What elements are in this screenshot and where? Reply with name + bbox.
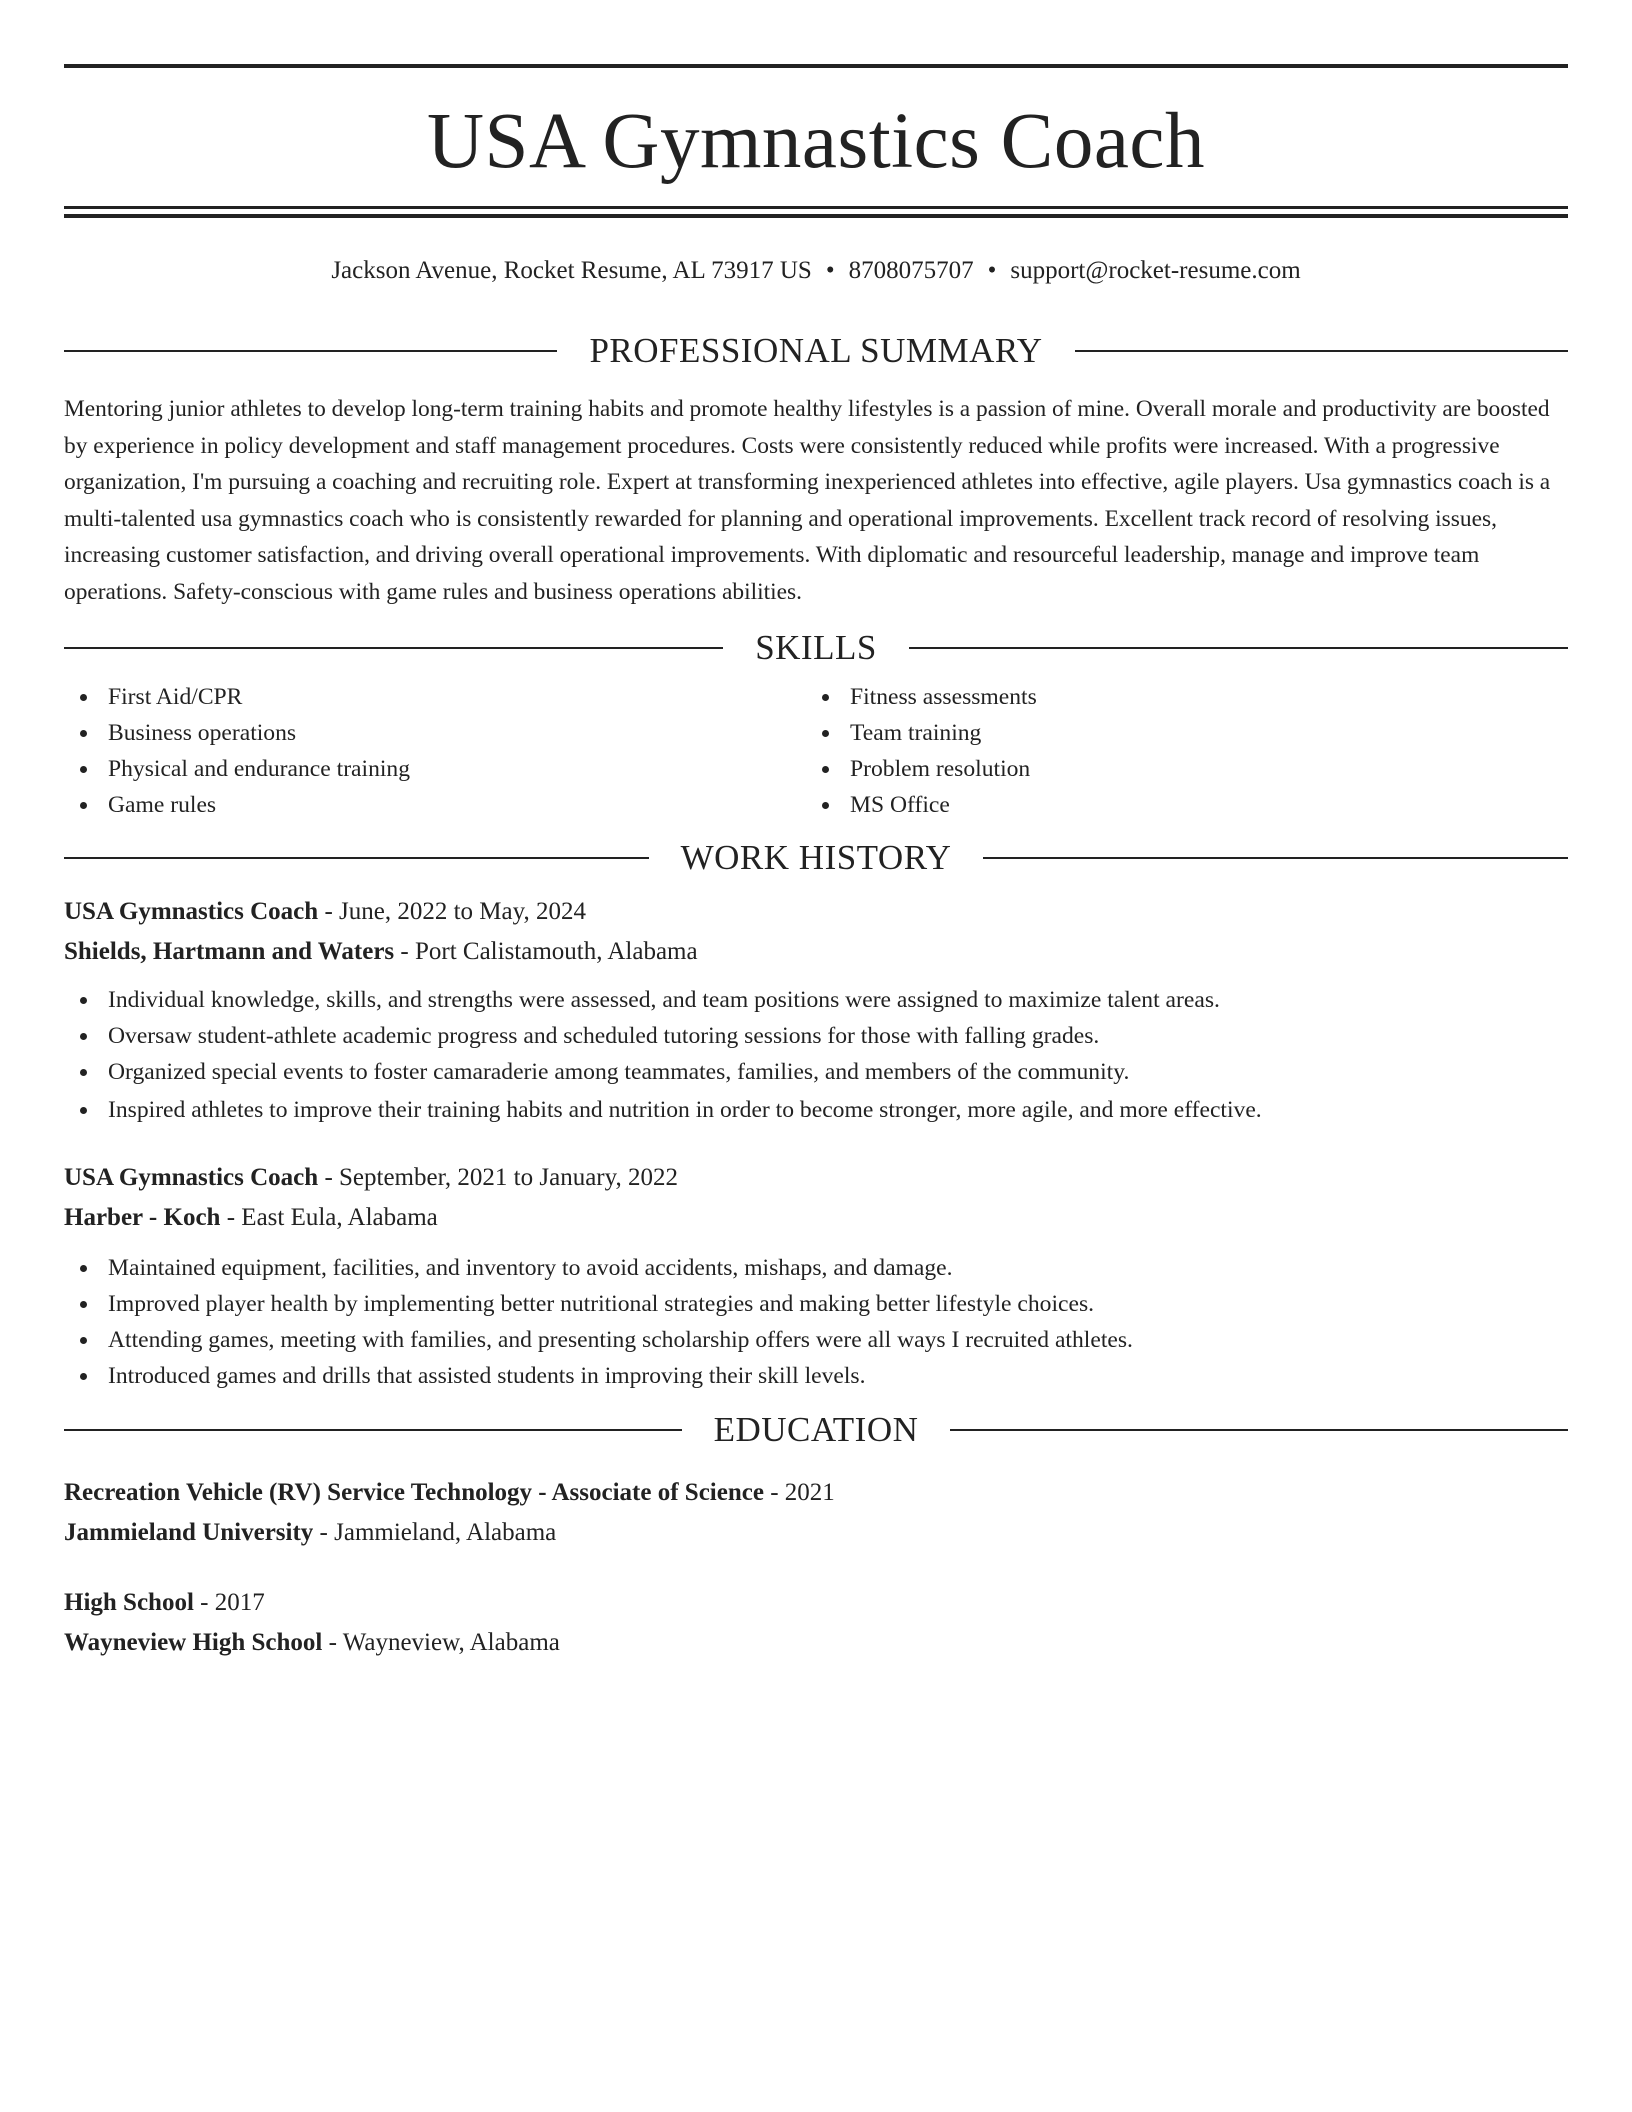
job-bullet: Maintained equipment, facilities, and inventory to avoid accidents, mishaps, and damage. [64,1250,1568,1286]
skill-item: Fitness assessments [806,679,1548,715]
job-dates: - September, 2021 to January, 2022 [318,1164,678,1191]
company-line [64,932,1568,972]
degree-line [64,1583,1568,1623]
job-title: USA Gymnastics Coach [64,898,319,925]
heading-rule [64,1429,682,1431]
school-name: Jammieland University [64,1519,314,1546]
contact-separator: • [825,257,835,284]
job-bullet: Introduced games and drills that assisted students in improving their skill levels. [64,1358,1568,1394]
school-name: Wayneview High School [64,1629,323,1656]
skill-item: Game rules [64,787,806,823]
company-name: Harber - Koch [64,1204,221,1231]
heading-rule [950,1429,1568,1431]
company-line [64,1198,1568,1238]
top-rule [64,64,1568,68]
heading-rule [1075,350,1568,352]
skill-item: Team training [806,715,1548,751]
company-name: Shields, Hartmann and Waters [64,938,395,965]
skill-item: Business operations [64,715,806,751]
contact-phone[interactable]: 8708075707 [848,257,974,284]
education-entry [64,1473,1568,1553]
job-bullets [64,1250,1568,1394]
skill-item: Problem resolution [806,751,1548,787]
heading-rule [909,647,1568,649]
job-dates: - June, 2022 to May, 2024 [318,898,586,925]
job-bullet: Attending games, meeting with families, and presenting scholarship offers were all ways I recruited athletes. [64,1322,1568,1358]
job-title-line [64,892,1568,932]
skill-item: First Aid/CPR [64,679,806,715]
skills-column-left [64,679,806,823]
education-section-heading [64,1410,1568,1450]
contact-separator: • [987,257,997,284]
header-double-rule [64,206,1568,218]
summary-text: Mentoring junior athletes to develop long-term training habits and promote healthy lifestyles is a passion of mine. Overall morale and productivity are boosted by experience in policy development and staff management procedures. Costs were consistently reduced while profits were increased. With a progressive organization, I'm pursuing a coaching and recruiting role. Expert at transforming inexperienced athletes into effective, agile players. Usa gymnastics coach is a multi-talented usa gymnastics coach who is consistently rewarded for planning and operational improvements. Excellent track record of resolving issues, increasing customer satisfaction, and driving overall operational improvements. With diplomatic and resourceful leadership, manage and improve team operations. Safety-conscious with game rules and business operations abilities. [64,396,1551,605]
contact-line [64,256,1568,286]
job-bullet: Improved player health by implementing better nutritional strategies and making better lifestyle choices. [64,1286,1568,1322]
job-bullet: Inspired athletes to improve their training habits and nutrition in order to become stronger, more agile, and more effective. [64,1092,1568,1128]
degree-line [64,1473,1568,1513]
work-title: WORK HISTORY [680,838,952,877]
resume-page [64,64,1568,1663]
education-entry [64,1583,1568,1663]
school-line [64,1513,1568,1553]
work-section-heading [64,838,1568,878]
school-location: - Wayneview, Alabama [322,1629,560,1656]
job-title-line [64,1158,1568,1198]
school-line [64,1623,1568,1663]
job-bullet: Oversaw student-athlete academic progress and scheduled tutoring sessions for those with falling grades. [64,1018,1568,1054]
degree-year: - 2017 [193,1589,265,1616]
degree-year: - 2021 [763,1479,835,1506]
skill-item: MS Office [806,787,1548,823]
education-title: EDUCATION [713,1410,919,1449]
job-bullet: Organized special events to foster camaraderie among teammates, families, and members of the community. [64,1054,1568,1090]
heading-rule [64,857,649,859]
skills-section-heading [64,628,1568,668]
job-title: USA Gymnastics Coach [64,1164,319,1191]
school-location: - Jammieland, Alabama [313,1519,557,1546]
skills-title: SKILLS [755,628,877,667]
job-bullets [64,982,1568,1128]
skills-column-right [806,679,1548,823]
candidate-name: USA Gymnastics Coach [426,98,1205,185]
skills-list [64,679,1568,823]
heading-rule [64,350,557,352]
skill-item: Physical and endurance training [64,751,806,787]
heading-rule [64,647,723,649]
company-location: - Port Calistamouth, Alabama [394,938,698,965]
work-entry [64,1158,1568,1394]
heading-rule [983,857,1568,859]
summary-section-heading [64,331,1568,371]
degree-name: Recreation Vehicle (RV) Service Technology - Associate of Science [64,1479,764,1506]
degree-name: High School [64,1589,194,1616]
contact-address: Jackson Avenue, Rocket Resume, AL 73917 US [331,257,812,284]
job-bullet: Individual knowledge, skills, and strengths were assessed, and team positions were assigned to maximize talent areas. [64,982,1568,1018]
summary-title: PROFESSIONAL SUMMARY [589,331,1043,370]
work-entry [64,892,1568,1128]
contact-email[interactable]: support@rocket-resume.com [1010,257,1301,284]
company-location: - East Eula, Alabama [220,1204,438,1231]
